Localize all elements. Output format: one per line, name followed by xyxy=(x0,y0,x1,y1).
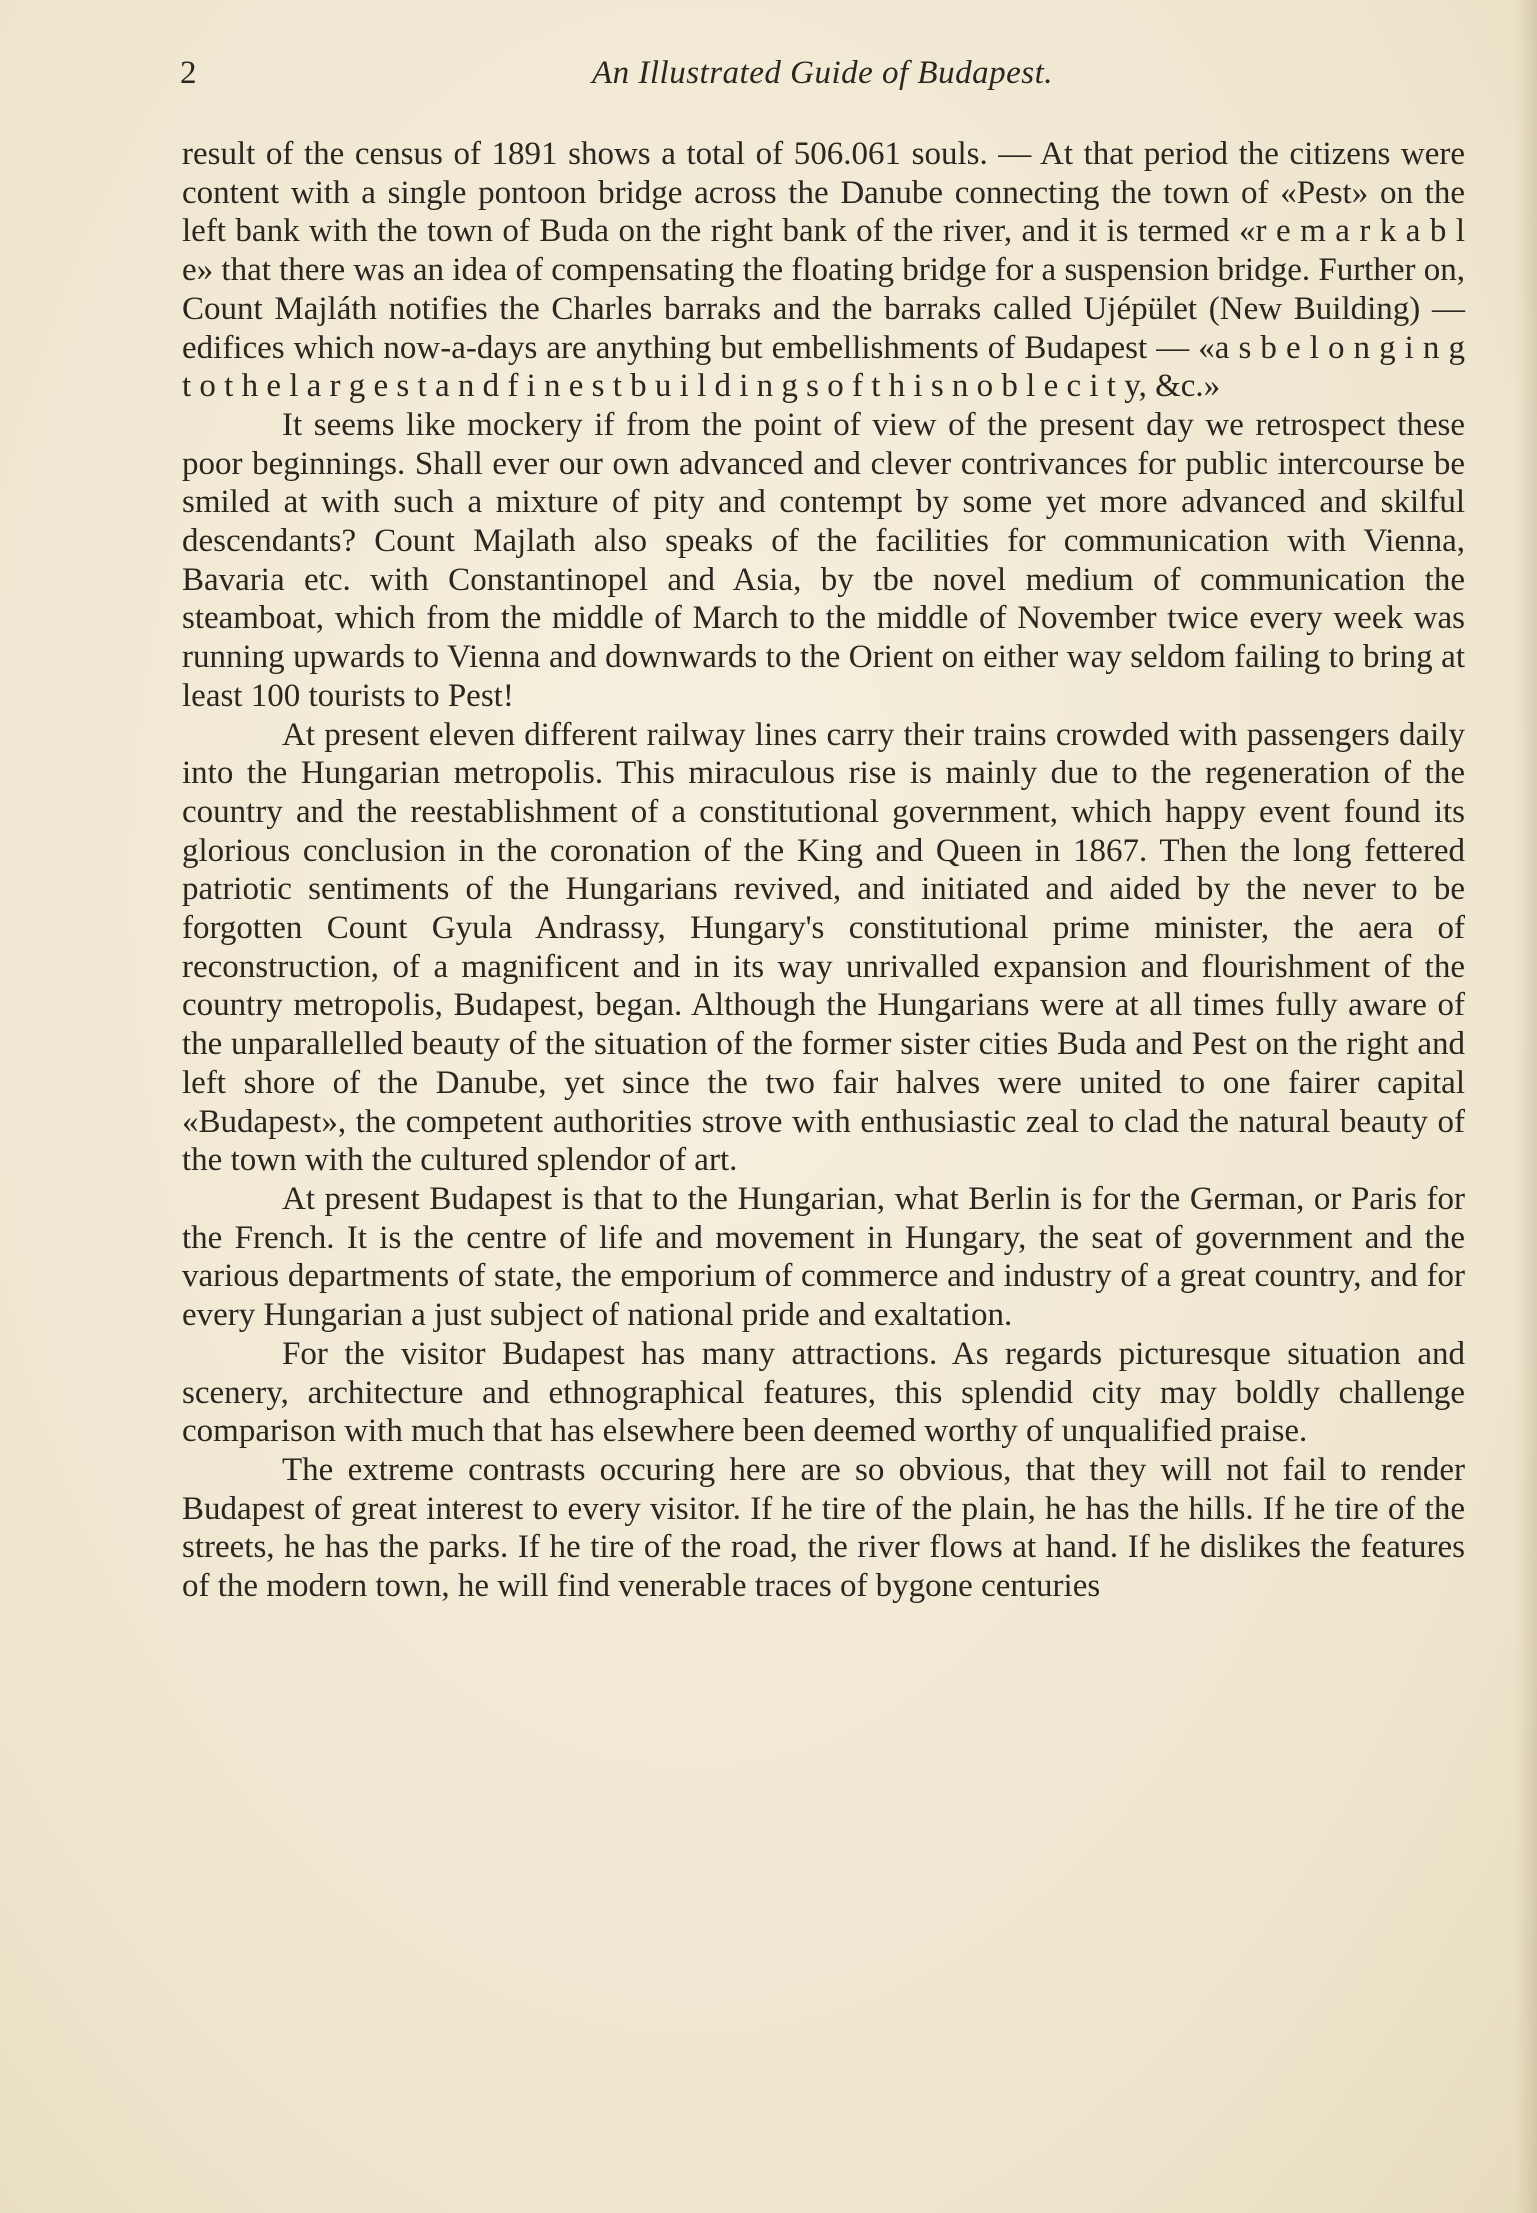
running-head xyxy=(180,48,1465,98)
paragraph-3: At present eleven different railway lines carry their trains crowded with passengers daily into the Hungarian metropolis. This miraculous rise is mainly due to the regeneration of the country and the reestablishment of a constitutional government, which happy event found its glorious conclusion in the coronation of the King and Queen in 1867. Then the long fettered patriotic sentiments of the Hungarians revived, and initiated and aided by the never to be forgotten Count Gyula Andrassy, Hungary's constitutional prime minister, the aera of reconstruction, of a magnificent and in its way unrivalled expansion and flourishment of the country metropolis, Budapest, began. Although the Hungarians were at all times fully aware of the unparallelled beauty of the situation of the former sister cities Buda and Pest on the right and left shore of the Danube, yet since the two fair halves were united to one fairer capital «Budapest», the competent authorities strove with enthusiastic zeal to clad the natural beauty of the town with the cultured splendor of art. xyxy=(182,716,1465,1179)
paragraph-5: For the visitor Budapest has many attractions. As regards picturesque situation and scenery, architecture and ethnographical features, this splendid city may boldly challenge comparison with much that has elsewhere been deemed worthy of unqualified praise. xyxy=(182,1335,1465,1450)
running-title: An Illustrated Guide of Budapest. xyxy=(591,55,1054,91)
paragraph-2: It seems like mockery if from the point of view of the present day we retrospect these poor beginnings. Shall ever our own advanced and clever contrivances for public intercourse be smiled at with such a mixture of pity and contempt by some yet more advanced and skilful descendants? Count Majlath also speaks of the facilities for communication with Vienna, Bavaria etc. with Constantinopel and Asia, by tbe novel medium of communication the steamboat, which from the middle of March to the middle of November twice every week was running upwards to Vienna and downwards to the Orient on either way seldom failing to bring at least 100 tourists to Pest! xyxy=(182,406,1465,714)
paragraph-4: At present Budapest is that to the Hungarian, what Berlin is for the German, or Paris for the French. It is the centre of life and movement in Hungary, the seat of government and the various departments of state, the emporium of commerce and industry of a great country, and for every Hungarian a just subject of national pride and exaltation. xyxy=(182,1180,1465,1334)
paragraph-6: The extreme contrasts occuring here are so obvious, that they will not fail to render Budapest of great interest to every visitor. If he tire of the plain, he has the hills. If he tire of the streets, he has the parks. If he tire of the road, the river flows at hand. If he dislikes the features of the modern town, he will find venerable traces of bygone centuries xyxy=(182,1451,1465,1605)
body-text xyxy=(182,135,1465,1606)
paragraph-1: result of the census of 1891 shows a total of 506.061 souls. — At that period the citizens were content with a single pontoon bridge across the Danube connecting the town of «Pest» on the left bank with the town of Buda on the right bank of the river, and it is termed «r e m a r k a b l e» that there was an idea of compensating the floating bridge for a suspension bridge. Further on, Count Majláth notifies the Charles barraks and the barraks called Ujépület (New Building) — edifices which now-a-days are anything but embellishments of Budapest — «a s b e l o n g i n g t o t h e l a r g e s t a n d f i n e s t b u i l d i n g s o f t h i s n o b l e c i t y, &c.» xyxy=(182,136,1465,405)
page-edge-shadow xyxy=(1515,0,1537,2213)
page-number: 2 xyxy=(180,55,197,91)
